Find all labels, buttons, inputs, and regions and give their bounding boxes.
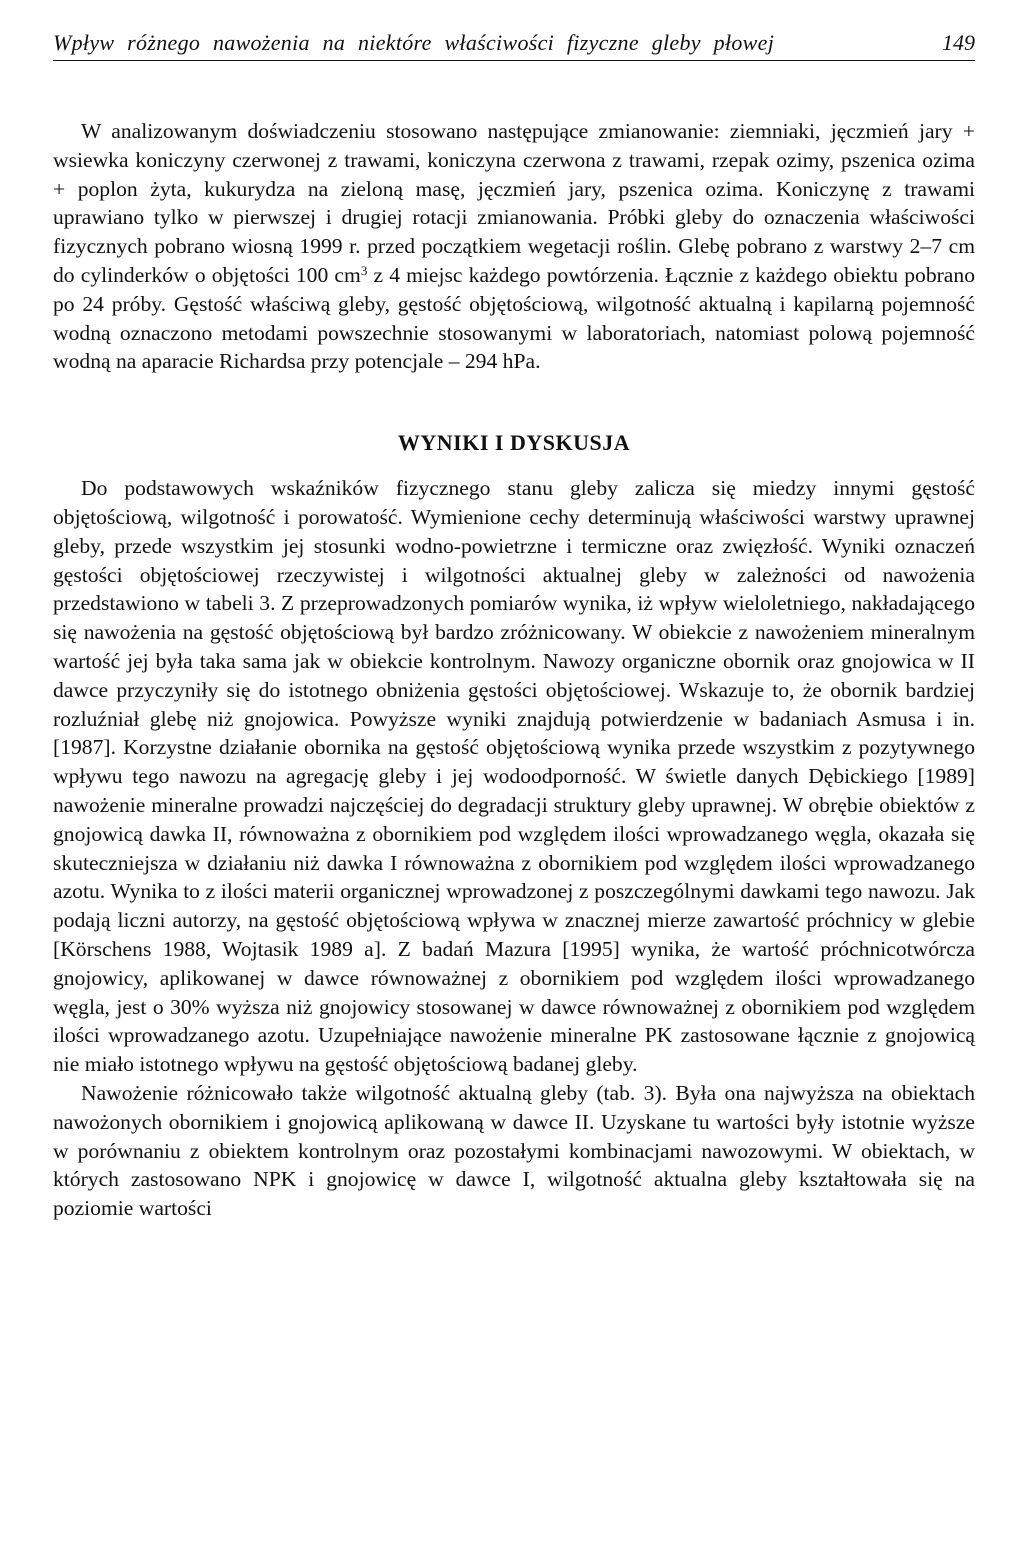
page-number: 149 bbox=[942, 30, 975, 55]
running-header bbox=[53, 28, 975, 61]
results-paragraph-2: Nawożenie różnicowało także wilgotność aktualną gleby (tab. 3). Była ona najwyższa na obiektach nawożonych obornikiem i gnojowicą aplikowaną w dawce II. Uzyskane tu wartości były istotnie wyższe w porównaniu z obiektem kontrolnym oraz pozostałymi kombinacjami nawozowymi. W obiektach, w których zastosowano NPK i gnojowicę w dawce I, wilgotność aktualna gleby kształtowała się na poziomie wartości bbox=[53, 1080, 975, 1221]
document-page bbox=[53, 28, 975, 1223]
results-paragraph-1: Do podstawowych wskaźników fizycznego stanu gleby zalicza się miedzy innymi gęstość objętościową, wilgotność i porowatość. Wymienione cechy determinują właściwości warstwy uprawnej gleby, przede wszystkim jej stosunki wodno-powietrzne i termiczne oraz zwięzłość. Wyniki oznaczeń gęstości objętościowej rzeczywistej i wilgotności aktualnej gleby w zależności od nawożenia przedstawiono w tabeli 3. Z przeprowadzonych pomiarów wynika, iż wpływ wieloletniego, nakładającego się nawożenia na gęstość objętościową był bardzo zróżnicowany. W obiekcie z nawożeniem mineralnym wartość jej była taka sama jak w obiekcie kontrolnym. Nawozy organiczne obornik oraz gnojowica w II dawce przyczyniły się do istotnego obniżenia gęstości objętościowej. Wskazuje to, że obornik bardziej rozluźniał glebę niż gnojowica. Powyższe wyniki znajdują potwierdzenie w badaniach Asmusa i in. [1987]. Korzystne działanie obornika na gęstość objętościową wynika przede wszystkim z pozytywnego wpływu tego nawozu na agregację gleby i jej wodoodporność. W świetle danych Dębickiego [1989] nawożenie mineralne prowadzi najczęściej do degradacji struktury gleby uprawnej. W obrębie obiektów z gnojowicą dawka II, równoważna z obornikiem pod względem ilości wprowadzanego węgla, okazała się skuteczniejsza w działaniu niż dawka I równoważna z obornikiem pod względem ilości wprowadzanego azotu. Wynika to z ilości materii organicznej wprowadzonej z poszczególnymi dawkami tego nawozu. Jak podają liczni autorzy, na gęstość objętościową wpływa w znacznej mierze zawartość próchnicy w glebie [Körschens 1988, Wojtasik 1989 a]. Z badań Mazura [1995] wynika, że wartość próchnicotwórcza gnojowicy, aplikowanej w dawce równoważnej z obornikiem pod względem ilości wprowadzanego węgla, jest o 30% wyższa niż gnojowicy stosowanej w dawce równoważnej z obornikiem pod względem ilości wprowadzanego azotu. Uzupełniające nawożenie mineralne PK zastosowane łącznie z gnojowicą nie miało istotnego wpływu na gęstość objętościową badanej gleby. bbox=[53, 476, 975, 1077]
methods-paragraph bbox=[53, 117, 975, 376]
methods-text-part2: z 4 miejsc każdego powtórzenia. Łącznie z każdego obiektu pobrano po 24 próby. Gęstość właściwą gleby, gęstość objętościową, wilgotność aktualną i kapilarną pojemność wodną oznaczono metodami powszechnie stosowanymi w laboratoriach, natomiast polową pojemność wodną na aparacie Richardsa przy potencjale – 294 hPa. bbox=[53, 262, 975, 374]
section-heading-results: WYNIKI I DYSKUSJA bbox=[397, 430, 631, 456]
superscript-cubic: 3 bbox=[360, 262, 368, 278]
running-title: Wpływ różnego nawożenia na niektóre właściwości fizyczne gleby płowej bbox=[53, 30, 775, 55]
methods-text-part1: W analizowanym doświadczeniu stosowano następujące zmianowanie: ziemniaki, jęczmień jary + wsiewka koniczyny czerwonej z trawami, koniczyna czerwona z trawami, rzepak ozimy, pszenica ozima + poplon żyta, kukurydza na zieloną masę, jęczmień jary, pszenica ozima. Koniczynę z trawami uprawiano tylko w pierwszej i drugiej rotacji zmianowania. Próbki gleby do oznaczenia właściwości fizycznych pobrano wiosną 1999 r. przed początkiem wegetacji roślin. Glebę pobrano z warstwy 2–7 cm do cylinderków o objętości 100 cm bbox=[53, 119, 975, 287]
